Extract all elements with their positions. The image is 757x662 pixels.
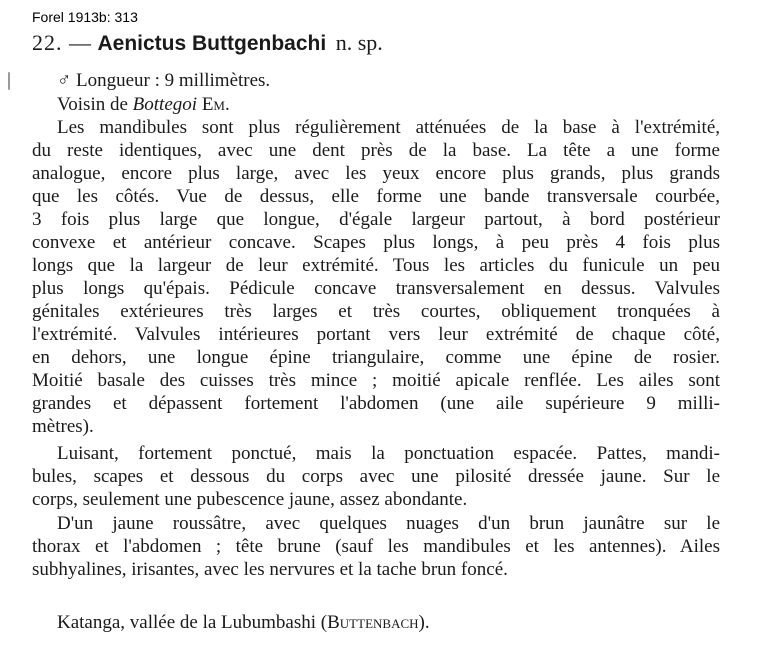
species-heading xyxy=(32,30,383,56)
p3-line: subhyalines, irisantes, avec les nervures et la tache brun foncé. xyxy=(32,559,508,580)
p1-line: Moitié basale des cuisses très mince ; moitié apicale renflée. Les ailes sont xyxy=(32,370,720,391)
voisin-prefix: Voisin de xyxy=(57,94,128,115)
p1-line: 3 fois plus large que longue, d'égale largeur partout, à bord postérieur xyxy=(32,209,720,230)
p2-line: corps, seulement une pubescence jaune, assez abondante. xyxy=(32,489,468,510)
voisin-author: Em. xyxy=(201,94,230,115)
p1-line: longs que la largeur de leur extrémité. Tous les articles du funicule un peu xyxy=(32,255,720,276)
locality-close: ). xyxy=(418,612,430,633)
p3-line: D'un jaune roussâtre, avec quelques nuages d'un brun jaunâtre sur le xyxy=(57,513,720,534)
heading-status: n. sp. xyxy=(335,30,383,55)
p1-line: du reste identiques, avec une dent près de la base. La tête a une forme xyxy=(32,140,720,161)
heading-taxon: Aenictus Buttgenbachi xyxy=(97,32,327,55)
locality-collector: Buttenbach xyxy=(327,612,419,633)
p1-line: Les mandibules sont plus régulièrement atténuées de la base à l'extrémité, xyxy=(57,117,720,138)
p1-line: mètres). xyxy=(32,416,94,437)
margin-mark xyxy=(8,72,10,90)
p2-line: bules, scapes et dessous du corps avec une pilosité dressée jaune. Sur le xyxy=(32,466,720,487)
voisin-species: Bottegoi xyxy=(132,94,198,115)
p1-line: plus longs qu'épais. Pédicule concave transversalement en dessus. Valvules xyxy=(32,278,720,299)
p1-line: que les côtés. Vue de dessus, elle forme une bande transversale courbée, xyxy=(32,186,720,207)
p1-line: en dehors, une longue épine triangulaire, comme une épine de rosier. xyxy=(32,347,720,368)
p2-line: Luisant, fortement ponctué, mais la ponctuation espacée. Pattes, mandi- xyxy=(57,443,720,464)
voisin-line xyxy=(57,94,230,116)
p3-line: thorax et l'abdomen ; tête brune (sauf les mandibules et les antennes). Ailes xyxy=(32,536,720,557)
p1-line: convexe et antérieur concave. Scapes plus longs, à peu près 4 fois plus xyxy=(32,232,720,253)
p1-line: grandes et dépassent fortement l'abdomen (une aile supérieure 9 milli- xyxy=(32,393,720,414)
p1-line: génitales extérieures très larges et très courtes, obliquement tronquées à xyxy=(32,301,720,322)
p1-line: analogue, encore plus large, avec les yeux encore plus grands, plus grands xyxy=(32,163,720,184)
p1-line: l'extrémité. Valvules intérieures portant vers leur extrémité de chaque côté, xyxy=(32,324,720,345)
male-length-line: ♂ Longueur : 9 millimètres. xyxy=(57,70,271,91)
locality-line xyxy=(57,612,430,634)
heading-number: 22. — xyxy=(32,30,92,55)
citation-label: Forel 1913b: 313 xyxy=(32,9,138,25)
locality-text: Katanga, vallée de la Lubumbashi ( xyxy=(57,612,328,633)
